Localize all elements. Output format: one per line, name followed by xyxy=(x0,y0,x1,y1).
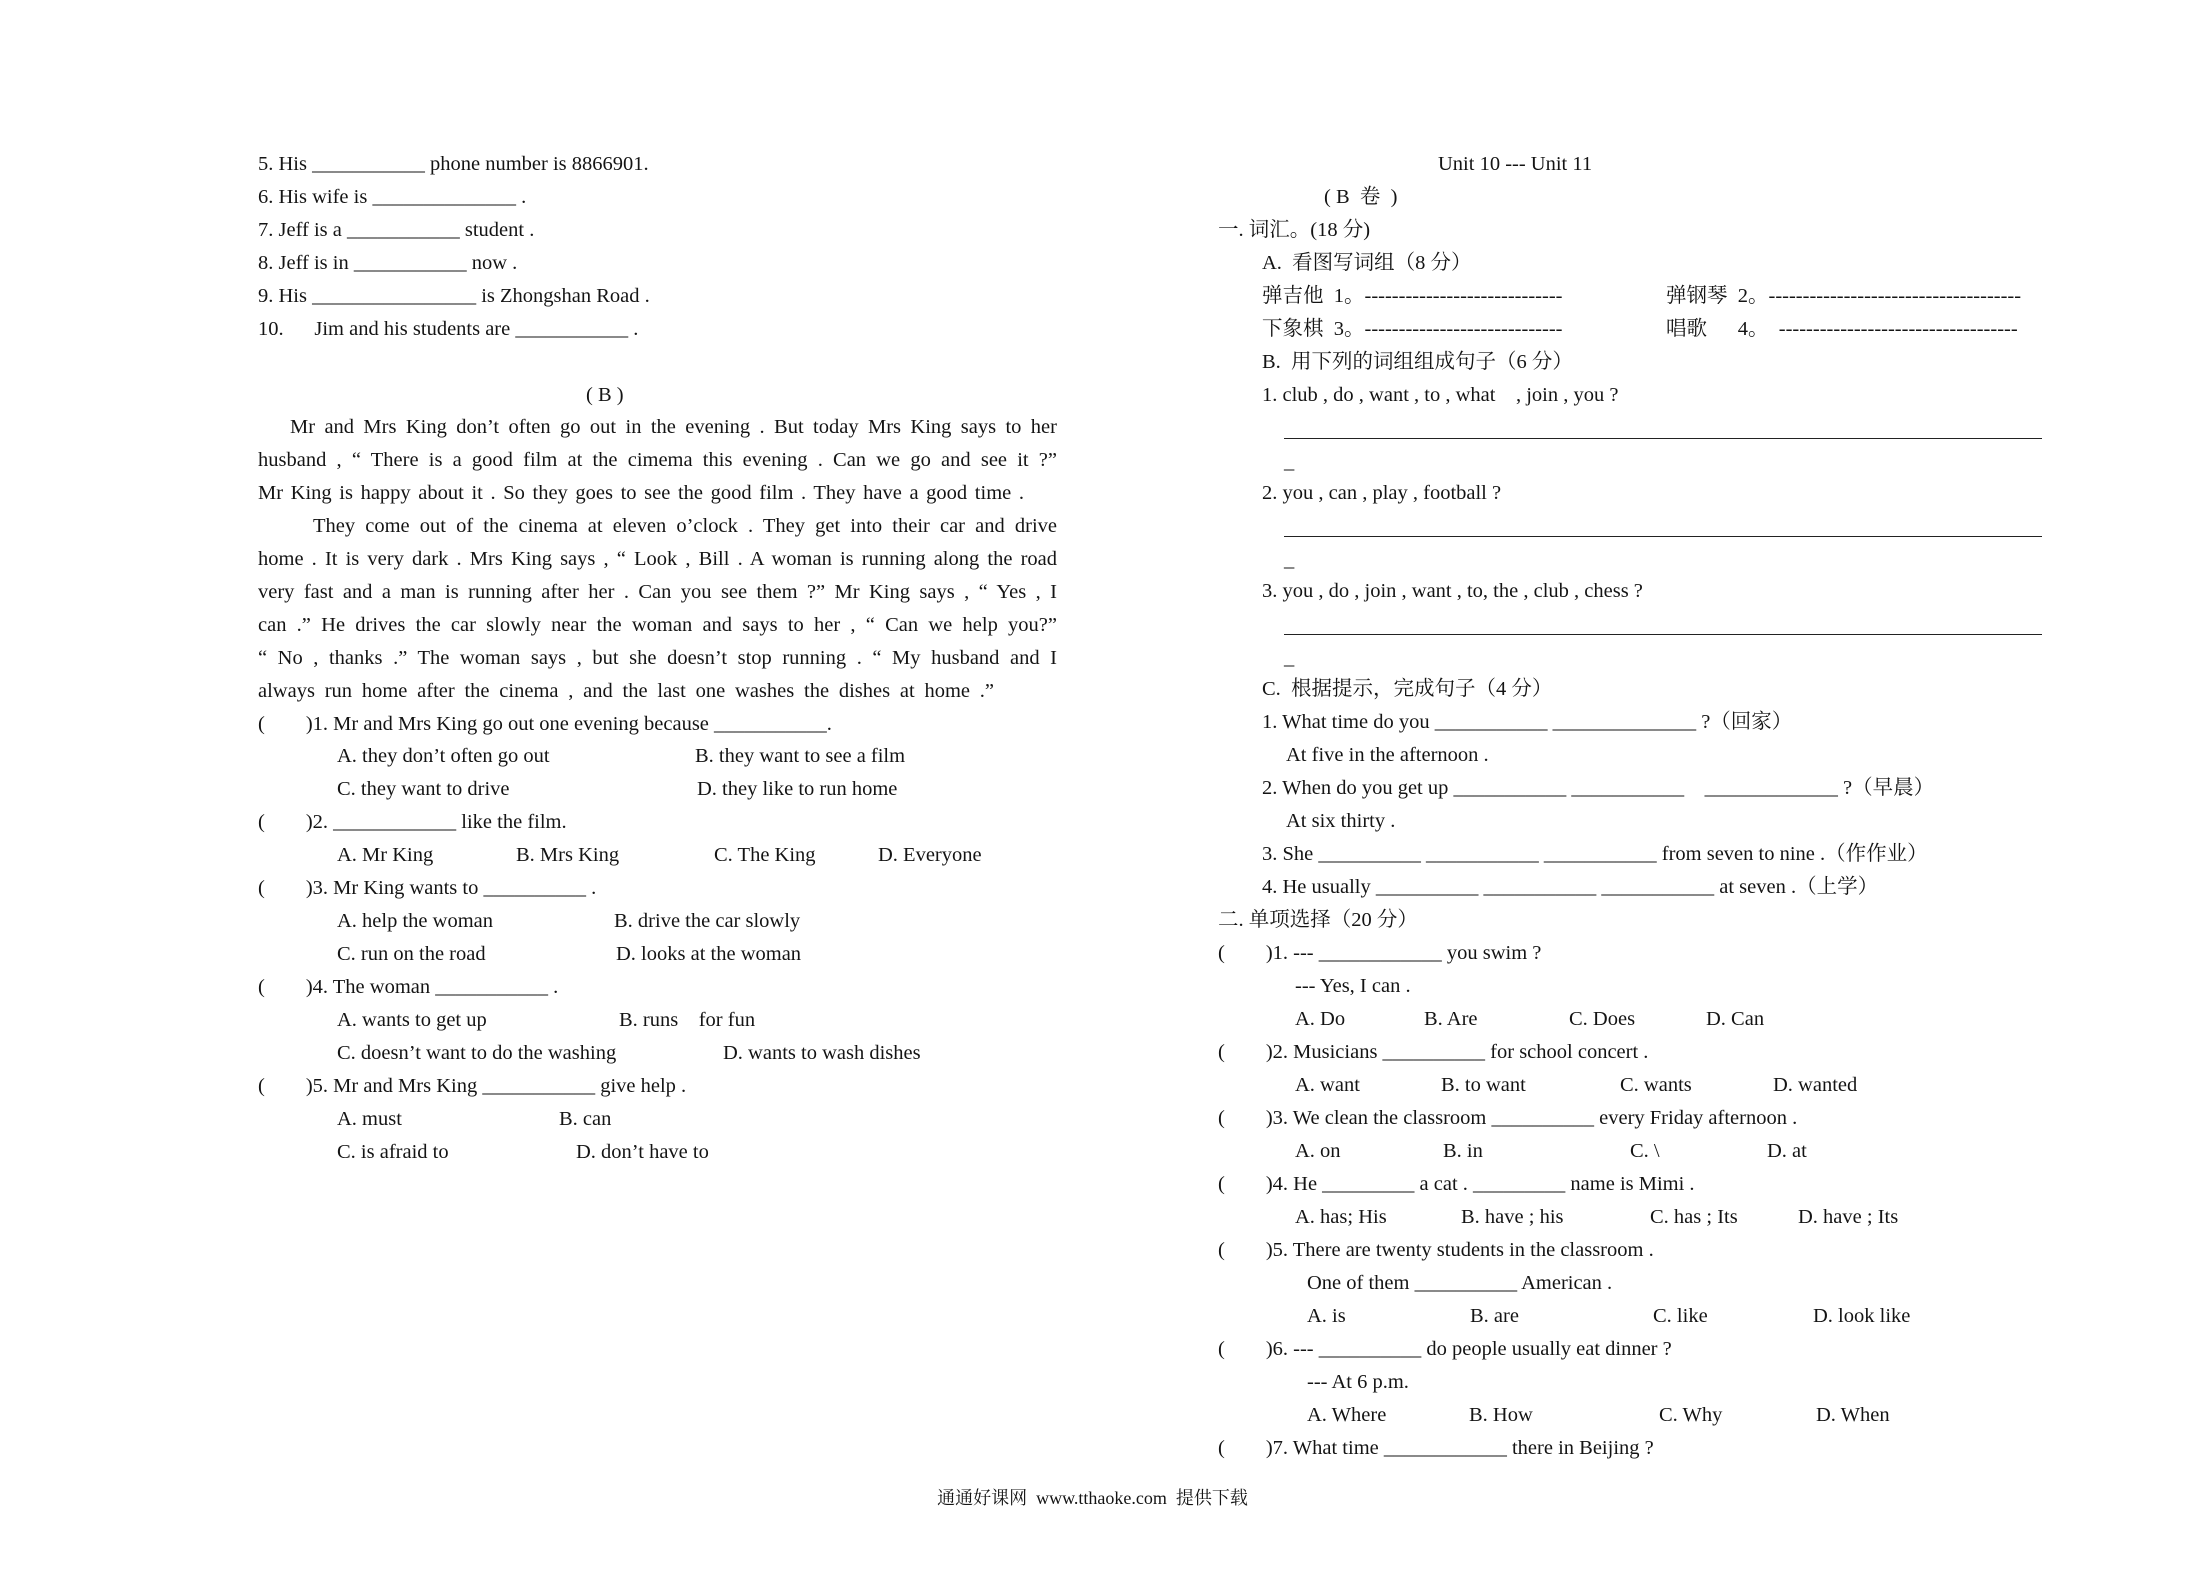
mc-option: D. at xyxy=(1767,1140,1807,1162)
partB-item: 1. club , do , want , to , what , join , you ? xyxy=(1262,384,1619,406)
mc-option: D. When xyxy=(1816,1404,1890,1426)
mc-stem: ( )6. --- __________ do people usually eat dinner ? xyxy=(1218,1338,1672,1360)
partC-line: 2. When do you get up ___________ ___________ _____________ ?（早晨） xyxy=(1262,777,1935,799)
question-stem: ( )3. Mr King wants to __________ . xyxy=(258,877,597,899)
passage-line: They come out of the cinema at eleven o’clock . They get into their car and drive xyxy=(313,515,1057,537)
partA-title: A. 看图写词组（8 分） xyxy=(1262,252,1472,274)
mc-option: B. in xyxy=(1443,1140,1483,1162)
answer-line xyxy=(1284,634,2042,635)
mc-option: D. wanted xyxy=(1773,1074,1858,1096)
passage-line: very fast and a man is running after her . Can you see them ?” Mr King says , “ Yes , I xyxy=(258,581,1057,603)
part2-title: 二. 单项选择（20 分） xyxy=(1218,909,1418,931)
option: A. must xyxy=(337,1108,402,1130)
option: C. is afraid to xyxy=(337,1141,449,1163)
fill-item: 5. His ___________ phone number is 8866901. xyxy=(258,153,649,175)
passage-line: can .” He drives the car slowly near the woman and says to her , “ Can we help you?” xyxy=(258,614,1057,636)
answer-dash: _ xyxy=(1284,549,1295,571)
option: C. doesn’t want to do the washing xyxy=(337,1042,617,1064)
passage-line: always run home after the cinema , and the last one washes the dishes at home .” xyxy=(258,680,994,702)
answer-dash: _ xyxy=(1284,647,1295,669)
option: B. can xyxy=(559,1108,612,1130)
partC-line: At six thirty . xyxy=(1286,810,1396,832)
footer-credit: 通通好课网 www.tthaoke.com 提供下载 xyxy=(937,1488,1248,1508)
mc-reply: --- At 6 p.m. xyxy=(1307,1371,1409,1393)
passage-line: Mr and Mrs King don’t often go out in the evening . But today Mrs King says to her xyxy=(290,416,1057,438)
mc-option: C. like xyxy=(1653,1305,1708,1327)
paper-label: ( B 卷 ) xyxy=(1324,186,1398,208)
mc-option: C. \ xyxy=(1630,1140,1660,1162)
fill-item: 6. His wife is ______________ . xyxy=(258,186,527,208)
option: A. Mr King xyxy=(337,844,434,866)
answer-dash: _ xyxy=(1284,451,1295,473)
answer-line xyxy=(1284,438,2042,439)
fill-item: 8. Jeff is in ___________ now . xyxy=(258,252,518,274)
mc-option: B. How xyxy=(1469,1404,1533,1426)
partB-item: 3. you , do , join , want , to, the , club , chess ? xyxy=(1262,580,1643,602)
mc-reply: One of them __________ American . xyxy=(1307,1272,1613,1294)
option: B. drive the car slowly xyxy=(614,910,801,932)
mc-stem: ( )5. There are twenty students in the classroom . xyxy=(1218,1239,1654,1261)
option: D. Everyone xyxy=(878,844,982,866)
fill-item: 10. Jim and his students are ___________ . xyxy=(258,318,639,340)
mc-option: A. on xyxy=(1295,1140,1341,1162)
passage-line: “ No , thanks .” The woman says , but she doesn’t stop running . “ My husband and I xyxy=(258,647,1057,669)
mc-option: A. want xyxy=(1295,1074,1360,1096)
passage-line: home . It is very dark . Mrs King says , “ Look , Bill . A woman is running along the road xyxy=(258,548,1057,570)
mc-stem: ( )2. Musicians __________ for school concert . xyxy=(1218,1041,1649,1063)
pic-phrase: 弹钢琴 2。------------------------------------- xyxy=(1666,285,2022,307)
pic-phrase: 唱歌 4。 ----------------------------------- xyxy=(1666,318,2018,340)
mc-option: C. has ; Its xyxy=(1650,1206,1738,1228)
partB-item: 2. you , can , play , football ? xyxy=(1262,482,1502,504)
pic-phrase: 下象棋 3。----------------------------- xyxy=(1262,318,1563,340)
mc-option: B. are xyxy=(1470,1305,1519,1327)
mc-option: D. Can xyxy=(1706,1008,1765,1030)
mc-option: A. has; His xyxy=(1295,1206,1387,1228)
option: A. help the woman xyxy=(337,910,493,932)
option: B. runs for fun xyxy=(619,1009,756,1031)
question-stem: ( )4. The woman ___________ . xyxy=(258,976,559,998)
partC-title: C. 根据提示，完成句子（4 分） xyxy=(1262,678,1553,700)
mc-option: A. Where xyxy=(1307,1404,1387,1426)
mc-option: A. Do xyxy=(1295,1008,1346,1030)
mc-reply: --- Yes, I can . xyxy=(1295,975,1411,997)
mc-option: C. wants xyxy=(1620,1074,1692,1096)
mc-option: B. Are xyxy=(1424,1008,1478,1030)
question-stem: ( )2. ____________ like the film. xyxy=(258,811,567,833)
option: C. run on the road xyxy=(337,943,486,965)
partC-line: At five in the afternoon . xyxy=(1286,744,1489,766)
passage-line: husband , “ There is a good film at the cimema this evening . Can we go and see it ?” xyxy=(258,449,1057,471)
passage-line: Mr King is happy about it . So they goes to see the good film . They have a good time . xyxy=(258,482,1024,504)
section-b-title: ( B ) xyxy=(586,384,624,406)
option: A. they don’t often go out xyxy=(337,745,550,767)
mc-stem: ( )7. What time ____________ there in Beijing ? xyxy=(1218,1437,1654,1459)
question-stem: ( )5. Mr and Mrs King ___________ give help . xyxy=(258,1075,687,1097)
option: D. looks at the woman xyxy=(616,943,802,965)
unit-title: Unit 10 --- Unit 11 xyxy=(1438,153,1593,175)
fill-item: 7. Jeff is a ___________ student . xyxy=(258,219,535,241)
part1-title: 一. 词汇。(18 分) xyxy=(1218,219,1371,241)
partC-line: 1. What time do you ___________ ______________ ?（回家） xyxy=(1262,711,1793,733)
partB-title: B. 用下列的词组组成句子（6 分） xyxy=(1262,351,1573,373)
answer-line xyxy=(1284,536,2042,537)
option: D. they like to run home xyxy=(697,778,898,800)
question-stem: ( )1. Mr and Mrs King go out one evening because ___________. xyxy=(258,713,832,735)
mc-option: C. Does xyxy=(1569,1008,1636,1030)
option: A. wants to get up xyxy=(337,1009,487,1031)
mc-option: D. look like xyxy=(1813,1305,1911,1327)
fill-item: 9. His ________________ is Zhongshan Road . xyxy=(258,285,650,307)
mc-stem: ( )3. We clean the classroom __________ every Friday afternoon . xyxy=(1218,1107,1798,1129)
mc-stem: ( )4. He _________ a cat . _________ name is Mimi . xyxy=(1218,1173,1695,1195)
option: D. wants to wash dishes xyxy=(723,1042,921,1064)
mc-option: A. is xyxy=(1307,1305,1346,1327)
mc-option: C. Why xyxy=(1659,1404,1723,1426)
option: B. they want to see a film xyxy=(695,745,906,767)
mc-option: D. have ; Its xyxy=(1798,1206,1899,1228)
option: C. they want to drive xyxy=(337,778,510,800)
option: B. Mrs King xyxy=(516,844,620,866)
mc-option: B. to want xyxy=(1441,1074,1526,1096)
option: C. The King xyxy=(714,844,816,866)
partC-line: 4. He usually __________ ___________ ___________ at seven .（上学） xyxy=(1262,876,1879,898)
option: D. don’t have to xyxy=(576,1141,709,1163)
pic-phrase: 弹吉他 1。----------------------------- xyxy=(1262,285,1563,307)
mc-option: B. have ; his xyxy=(1461,1206,1564,1228)
partC-line: 3. She __________ ___________ ___________ from seven to nine .（作作业） xyxy=(1262,843,1928,865)
mc-stem: ( )1. --- ____________ you swim ? xyxy=(1218,942,1542,964)
